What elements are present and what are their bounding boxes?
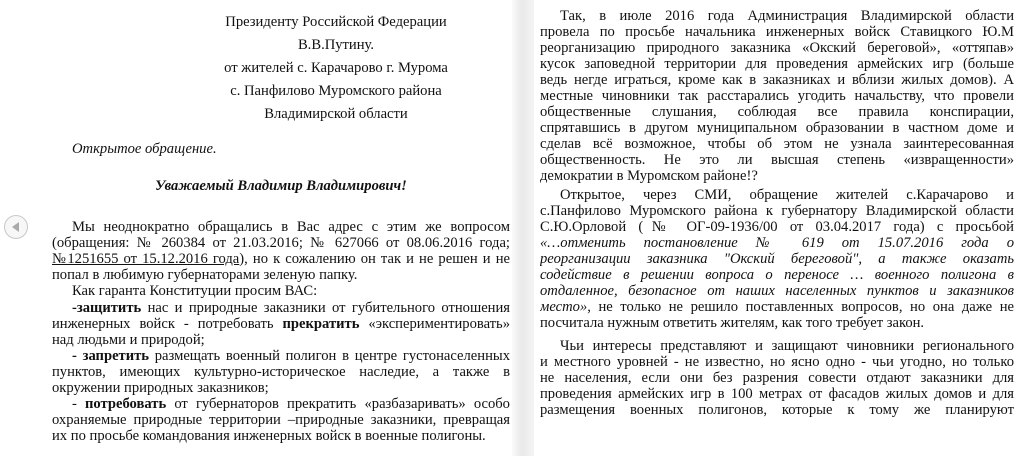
bullet-1-line-1: -защитить нас и природные заказники от губительного отношения (72, 300, 510, 316)
right-line-12: Открытое, через СМИ, обращение жителей с.Карачарово и (560, 187, 1014, 203)
address-line-1: Президенту Российской Федерации (225, 14, 447, 30)
bullet-2-line-2: пунктов, имеющих культурно-историческое наследие, а также в (52, 364, 510, 380)
right-line-22: и местного уровней - не известно, но ясно одно - чьи угодно, но только (540, 354, 1014, 370)
right-line-5: ведь негде играться, кроме как в заказниках и вблизи жилых домов). А (540, 72, 1014, 88)
open-letter-label: Открытое обращение. (72, 141, 217, 157)
right-line-9: сделав всё возможное, чтобы об этом не узнала заинтересованная (540, 136, 1014, 152)
bullet-3-line-1: - потребовать от губернаторов прекратить «разбазаривать» особо (72, 396, 510, 412)
right-line-2: провела по просьбе начальника инженерных войск Ставицкого Ю.М (540, 24, 1014, 40)
right-line-19: место», не только не решило поставленных вопросов, но она даже не (540, 299, 1014, 315)
right-line-8: спрятавшись в другом муниципальном образовании в частном доме и (540, 120, 1014, 136)
paragraph-2-line-1: Как гаранта Конституции просим ВАС: (72, 283, 318, 299)
right-page (540, 0, 1020, 456)
paragraph-1-line-2: (обращения: № 260384 от 21.03.2016; № 627066 от 08.06.2016 года; (52, 235, 510, 251)
right-line-3: реорганизацию природного заказника «Окский береговой», «оттяпав» (540, 40, 1014, 56)
right-line-13: с.Панфилово Муромского района к губернатору Владимирской области (540, 203, 1014, 219)
bullet-3-line-3: их по просьбе командования инженерных войск в военные полигоны. (52, 428, 486, 444)
right-line-25: размещения военных полигонов, которые к тому же планируют (540, 402, 1014, 418)
right-line-6: местные чиновники так расстарались угодить начальству, что провели (540, 88, 1014, 104)
salutation: Уважаемый Владимир Владимирович! (155, 178, 407, 194)
bullet-2-line-3: окружении природных заказников; (52, 380, 269, 396)
right-line-7: общественные слушания, соблюдая все правила конспирации, (540, 104, 1014, 120)
right-line-14: С.Ю.Орловой (№ ОГ-09-1936/00 от 03.04.2017 года) с просьбой (540, 219, 1014, 235)
paragraph-1-line-1: Мы неоднократно обращались в Вас адрес с этим же вопросом (72, 219, 510, 235)
right-line-16: реорганизации заказника "Окский береговой", а также оказать (540, 251, 1014, 267)
previous-page-arrow-icon[interactable] (4, 215, 28, 239)
right-line-18: отдаленное, безопасное от наших населенных пунктов и заказников (540, 283, 1014, 299)
right-line-4: кусок заповедной территории для проведения армейских игр (больше (540, 56, 1014, 72)
bullet-2-line-1: - запретить размещать военный полигон в центре густонаселенных (72, 348, 510, 364)
right-line-20: посчитала нужным ответить жителям, как того требует закон. (540, 315, 925, 331)
left-page (52, 0, 510, 456)
appeal-number-underlined: №1251655 от 15.12.2016 года (52, 251, 240, 267)
bullet-1-line-3: над людьми и природой; (52, 332, 205, 348)
right-line-23: не населения, если они без разрения совести отдают заказники для (540, 370, 1014, 386)
right-line-17: содействие в решении вопроса о переносе … военного полигона в (540, 267, 1014, 283)
right-line-24: проведения армейских игр в 100 метрах от фасадов жилых домов и для (540, 386, 1014, 402)
address-line-5: Владимирской области (264, 106, 408, 122)
bullet-3-line-2: охраняемые природные территории –природные заказники, превращая (52, 412, 510, 428)
address-line-3: от жителей с. Карачарово г. Мурома (224, 60, 448, 76)
page-gutter (512, 0, 534, 456)
right-line-1: Так, в июле 2016 года Администрация Владимирской области (560, 8, 1014, 24)
paragraph-1-line-4: попал в любимую губернаторами зеленую папку. (52, 267, 358, 283)
address-line-4: с. Панфилово Муромского района (230, 83, 442, 99)
address-line-2: В.В.Путину. (297, 37, 375, 53)
bullet-1-line-2: инженерных войск - потребовать прекратить «экспериментировать» (52, 316, 510, 332)
paragraph-1-line-3: №1251655 от 15.12.2016 года), но к сожалению он так и не решен и не (52, 251, 510, 267)
right-line-11: демократии в Муромском районе!? (540, 168, 758, 184)
right-line-10: общественность. Не это ли высшая степень «извращенности» (540, 152, 1014, 168)
right-line-15: «…отменить постановление № 619 от 15.07.2016 года о (540, 235, 1014, 251)
right-line-21: Чьи интересы представляют и защищают чиновники регионального (560, 338, 1014, 354)
